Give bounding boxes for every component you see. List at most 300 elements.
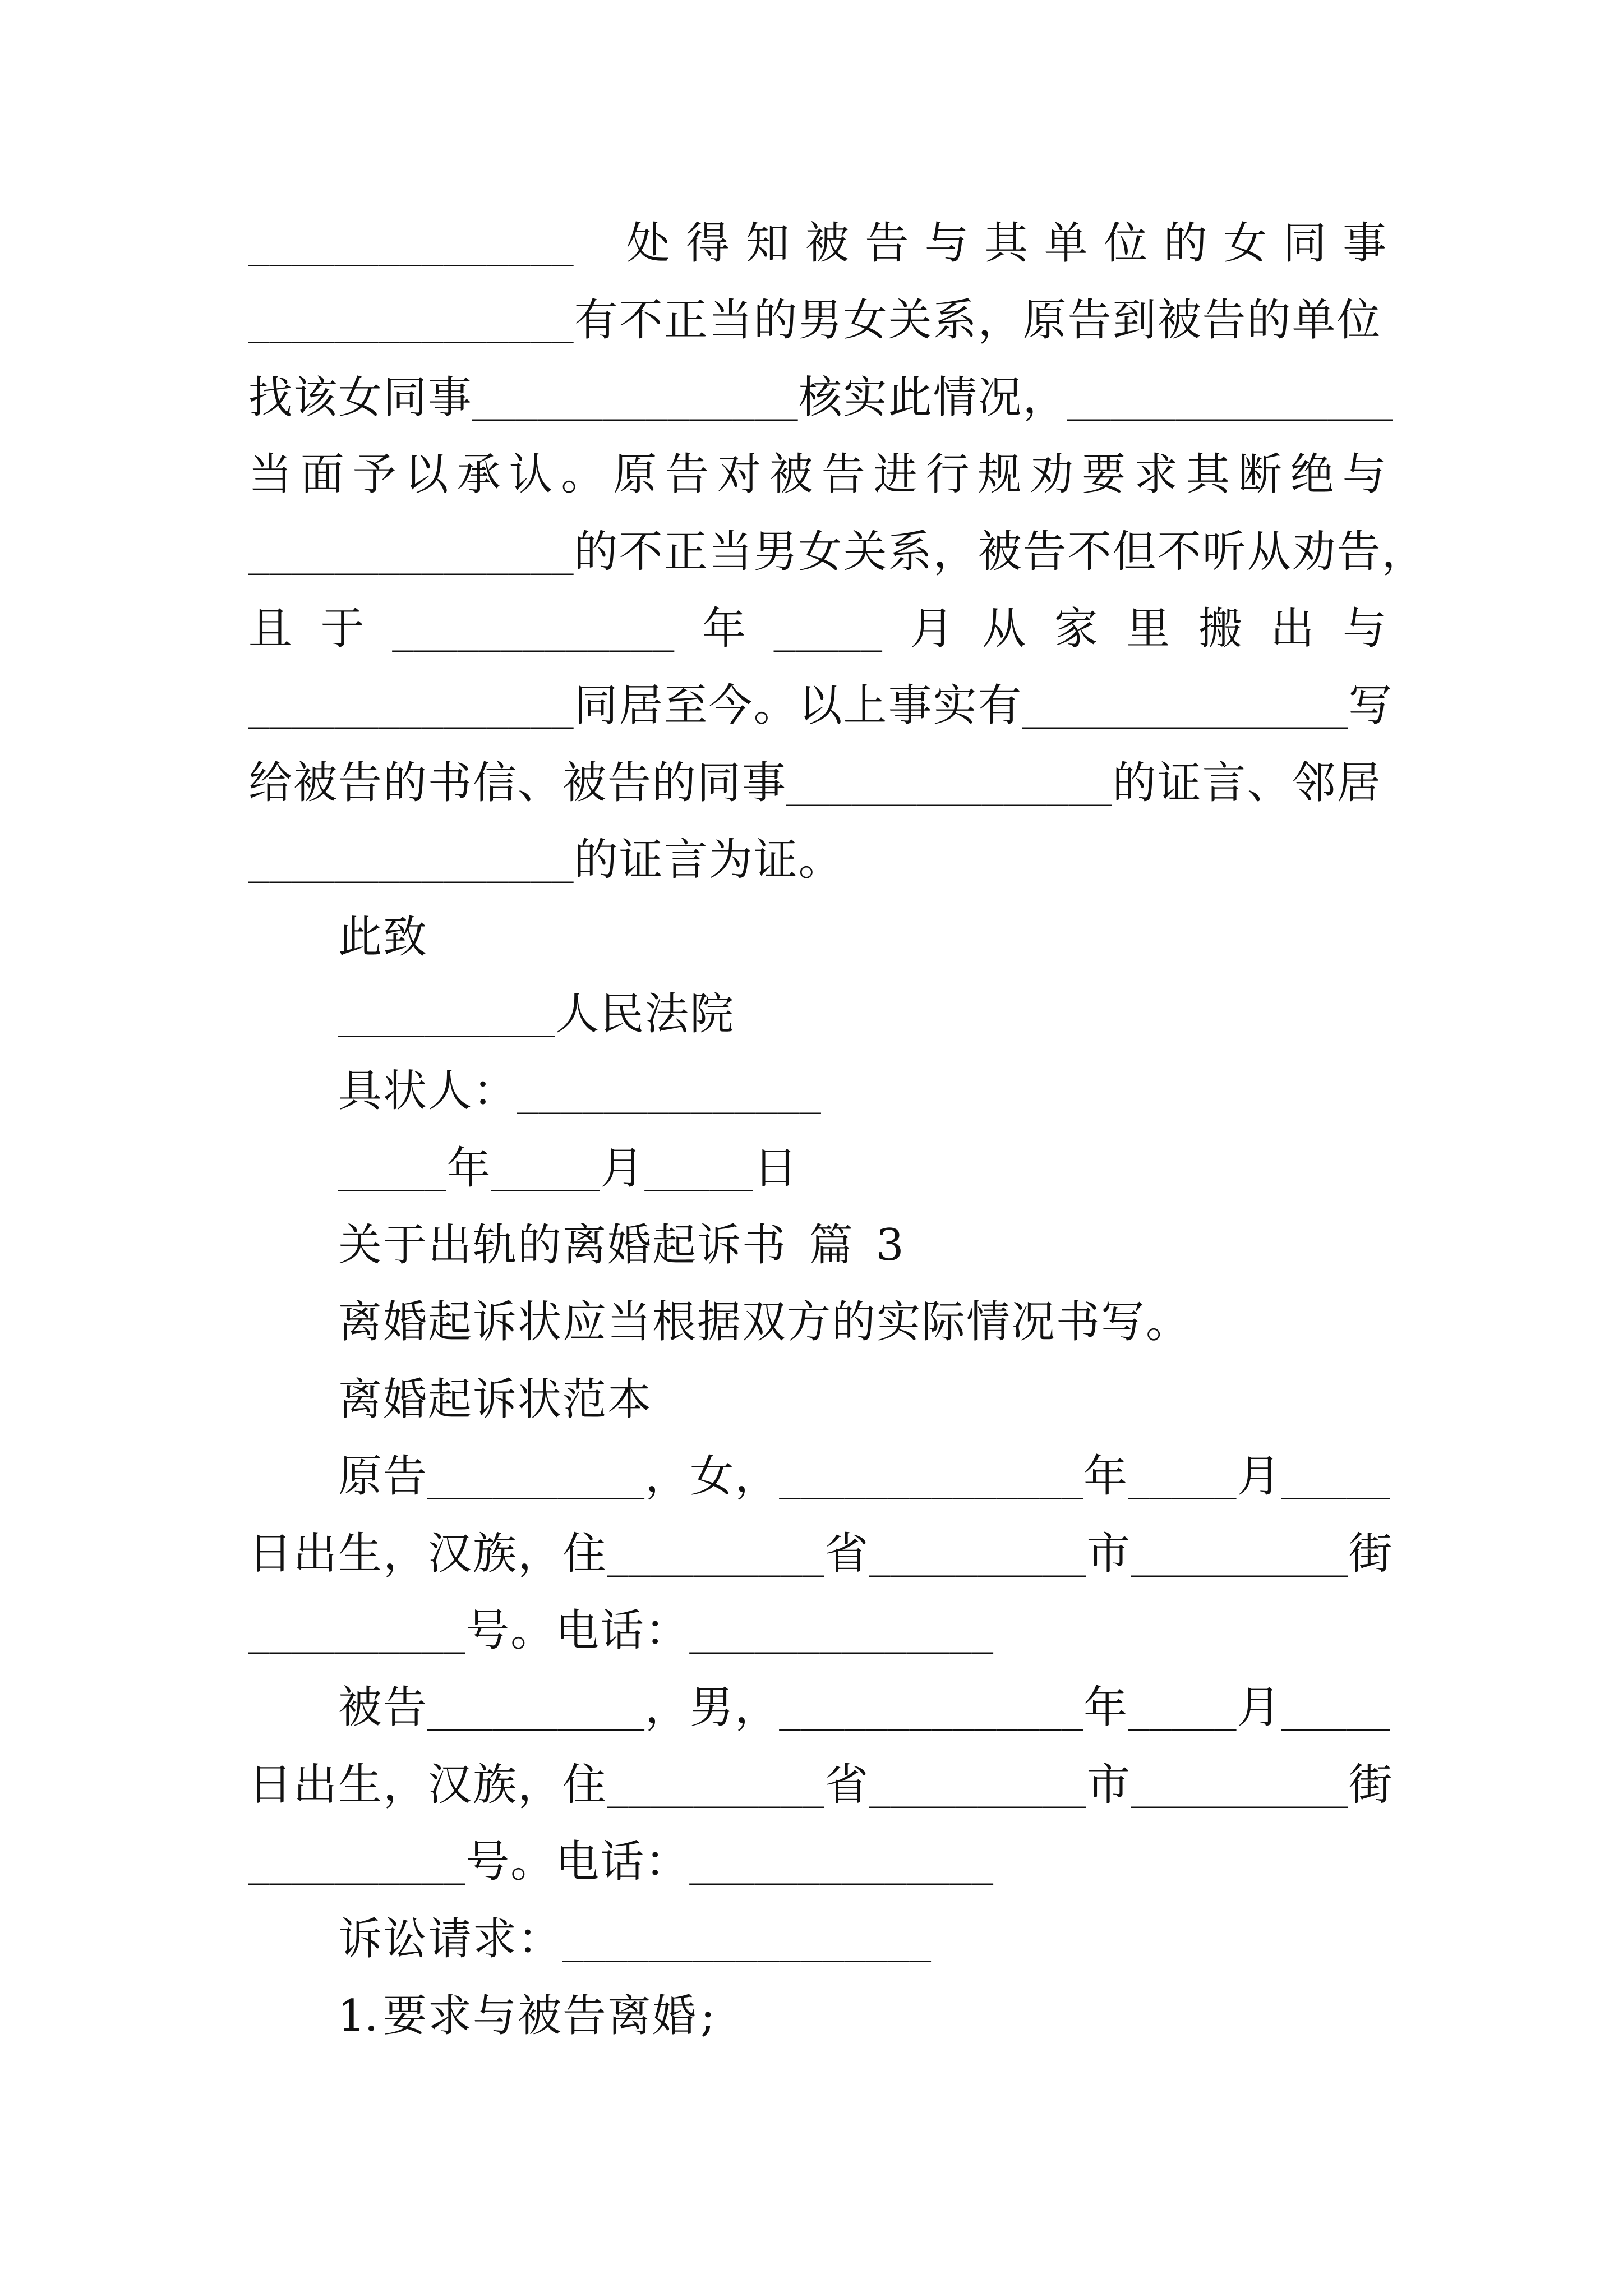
text-run <box>446 1143 491 1194</box>
text-run <box>1348 680 1393 731</box>
plaintiff-line <box>248 1438 1390 1515</box>
glyph: 省 <box>824 1759 869 1810</box>
glyph: 的 <box>574 835 618 886</box>
glyph: 本 <box>607 1374 651 1425</box>
glyph: 绝 <box>1290 449 1334 500</box>
court-line <box>248 976 1387 1053</box>
glyph: 方 <box>786 1297 831 1348</box>
glyph: 告 <box>821 449 865 500</box>
text-run <box>798 372 1067 423</box>
glyph: 从 <box>1247 526 1291 577</box>
glyph: 范 <box>562 1374 606 1425</box>
glyph: 。 <box>798 835 842 886</box>
glyph: 际 <box>921 1297 965 1348</box>
glyph: 不 <box>619 295 663 346</box>
glyph: 写 <box>1100 1297 1145 1348</box>
glyph: 于 <box>320 603 365 654</box>
blank-field: _______________ <box>786 764 1112 807</box>
glyph <box>588 205 611 282</box>
defendant-line <box>248 1669 1390 1746</box>
glyph: 当 <box>607 1297 651 1348</box>
blank-field: _____ <box>1281 1458 1390 1501</box>
glyph: 处 <box>626 218 670 269</box>
blank-field: __________ <box>248 1843 465 1886</box>
glyph: 求 <box>427 1990 472 2041</box>
glyph: 实 <box>876 1297 920 1348</box>
glyph: 日 <box>248 1528 292 1579</box>
glyph: 信 <box>472 757 517 808</box>
glyph: 根 <box>652 1297 696 1348</box>
document-line <box>248 282 1387 359</box>
document-line <box>248 822 1387 899</box>
glyph: 为 <box>708 835 753 886</box>
text-run <box>1086 1760 1131 1810</box>
text-run <box>753 1143 798 1194</box>
glyph: 况 <box>1011 1297 1055 1348</box>
glyph: 面 <box>300 449 344 500</box>
glyph: 劝 <box>1030 449 1074 500</box>
glyph: 。 <box>510 1605 555 1657</box>
glyph: 街 <box>1348 1528 1393 1579</box>
glyph: 请 <box>427 1913 472 1964</box>
blank-field: _____ <box>644 1149 753 1192</box>
glyph: 认 <box>509 449 553 500</box>
text-run <box>338 1914 562 1964</box>
glyph: 汉 <box>427 1528 472 1579</box>
glyph: 情 <box>966 1297 1010 1348</box>
glyph: 以 <box>404 449 449 500</box>
glyph: 日 <box>248 1759 292 1810</box>
blank-field: _____ <box>338 1149 446 1192</box>
glyph: 告 <box>338 757 382 808</box>
glyph: 被 <box>1157 295 1201 346</box>
glyph: ： <box>472 1066 517 1117</box>
glyph: ， <box>382 1528 427 1579</box>
glyph: 日 <box>753 1143 797 1194</box>
glyph: 民 <box>600 988 644 1039</box>
document-line <box>248 668 1393 744</box>
glyph: 女 <box>843 295 887 346</box>
glyph: 离 <box>607 1990 651 2041</box>
text-run <box>338 1991 719 2041</box>
glyph: 与 <box>924 218 969 269</box>
glyph: 单 <box>1292 295 1336 346</box>
glyph: 予 <box>352 449 396 500</box>
glyph: 至 <box>663 680 708 731</box>
glyph: 实 <box>933 680 977 731</box>
glyph: 告 <box>1067 295 1112 346</box>
blank-field: __________ <box>427 1689 645 1732</box>
glyph: 断 <box>1238 449 1282 500</box>
glyph: 同 <box>382 372 427 423</box>
glyph: ： <box>517 1913 561 1964</box>
glyph: 事 <box>427 372 472 423</box>
blank-field: ______________ <box>779 1458 1083 1501</box>
glyph: 女 <box>338 372 382 423</box>
glyph: 的 <box>382 757 427 808</box>
glyph: 的 <box>753 295 797 346</box>
glyph: 关 <box>338 1220 382 1271</box>
glyph: 原 <box>1022 295 1067 346</box>
glyph: 告 <box>1336 526 1381 577</box>
glyph: 月 <box>600 1143 644 1194</box>
glyph: 致 <box>382 912 427 963</box>
blank-field: _______________ <box>248 302 574 344</box>
glyph: 3 <box>876 1220 904 1271</box>
defendant-phone-line <box>248 1824 1387 1901</box>
glyph: 里 <box>1126 603 1170 654</box>
glyph: 家 <box>1054 603 1098 654</box>
glyph: 具 <box>338 1066 382 1117</box>
glyph: 人 <box>555 988 600 1039</box>
glyph: 搬 <box>1198 603 1242 654</box>
glyph: 的 <box>1163 218 1207 269</box>
glyph: 同 <box>1283 218 1327 269</box>
document-line <box>248 436 1387 513</box>
glyph: 言 <box>1202 757 1246 808</box>
glyph: 告 <box>382 1682 427 1733</box>
glyph: 据 <box>697 1297 741 1348</box>
text-run <box>1083 1451 1128 1502</box>
blank-field: _______________ <box>248 687 574 730</box>
glyph: 族 <box>472 1759 517 1810</box>
text-run <box>248 372 472 423</box>
glyph: 言 <box>663 835 708 886</box>
text-run <box>338 1066 517 1116</box>
blank-field: __________ <box>1131 1535 1348 1577</box>
glyph: 告 <box>865 218 909 269</box>
plaintiff-address-line <box>248 1516 1393 1593</box>
glyph: 同 <box>574 680 618 731</box>
blank-field: ______________ <box>517 1073 821 1115</box>
text-run <box>574 527 1426 577</box>
glyph: 关 <box>888 295 932 346</box>
defendant-address-line <box>248 1747 1393 1824</box>
glyph: ， <box>933 526 977 577</box>
glyph: 与 <box>472 1990 517 2041</box>
glyph: 到 <box>1112 295 1156 346</box>
blank-field: __________ <box>427 1458 645 1501</box>
document-body <box>248 205 1426 2055</box>
blank-field: _____ <box>1281 1689 1390 1732</box>
glyph: . <box>364 1990 379 2041</box>
glyph: 状 <box>382 1066 427 1117</box>
glyph: 上 <box>843 680 887 731</box>
glyph: 离 <box>338 1297 382 1348</box>
glyph: ： <box>645 1605 689 1657</box>
blank-field: __________ <box>248 1612 465 1655</box>
glyph: 轨 <box>472 1220 517 1271</box>
template-title <box>248 1361 1387 1438</box>
glyph: 不 <box>619 526 663 577</box>
blank-field: _____ <box>491 1149 600 1192</box>
glyph: 被 <box>293 757 337 808</box>
glyph: 被 <box>562 757 606 808</box>
glyph: ， <box>735 1682 779 1733</box>
text-run <box>338 912 427 963</box>
glyph: 进 <box>873 449 917 500</box>
glyph: 听 <box>1202 526 1246 577</box>
glyph: 电 <box>555 1837 600 1888</box>
glyph: 月 <box>1237 1682 1281 1733</box>
blank-field: ______________ <box>689 1612 994 1655</box>
glyph: 男 <box>690 1682 734 1733</box>
text-run <box>1348 1760 1393 1810</box>
glyph: 对 <box>717 449 762 500</box>
glyph: 出 <box>293 1528 337 1579</box>
glyph: 事 <box>741 757 786 808</box>
glyph: 诉 <box>472 1374 517 1425</box>
glyph: 男 <box>798 295 842 346</box>
glyph: ; <box>700 1990 716 2041</box>
glyph: 单 <box>1044 218 1088 269</box>
glyph: 离 <box>338 1374 382 1425</box>
glyph: 居 <box>1336 757 1381 808</box>
glyph: 规 <box>978 449 1022 500</box>
glyph: 有 <box>978 680 1022 731</box>
glyph: 原 <box>613 449 657 500</box>
document-line <box>248 591 1387 668</box>
glyph: 其 <box>984 218 1029 269</box>
plaintiff-phone-line <box>248 1593 1387 1669</box>
glyph: ： <box>645 1837 689 1888</box>
glyph: 话 <box>600 1605 644 1657</box>
glyph: ， <box>645 1682 689 1733</box>
text-run <box>1112 758 1381 808</box>
glyph: 号 <box>465 1605 510 1657</box>
glyph: 汉 <box>427 1759 472 1810</box>
glyph: 被 <box>517 1990 561 2041</box>
document-line <box>248 1284 1387 1361</box>
glyph: 的 <box>574 526 618 577</box>
glyph: 劝 <box>1292 526 1336 577</box>
text-run <box>1083 1682 1128 1733</box>
glyph: 当 <box>248 449 292 500</box>
glyph: ， <box>517 1759 561 1810</box>
glyph: 书 <box>1055 1297 1100 1348</box>
glyph: 的 <box>1247 295 1291 346</box>
glyph: 。 <box>510 1837 555 1888</box>
glyph: 该 <box>293 372 337 423</box>
glyph <box>854 1207 876 1284</box>
glyph: 婚 <box>652 1990 696 2041</box>
blank-field: ______________ <box>779 1689 1083 1732</box>
text-run <box>1237 1451 1281 1502</box>
text-run <box>574 680 1022 731</box>
glyph: 证 <box>1157 757 1201 808</box>
glyph: 且 <box>248 603 292 654</box>
glyph: 求 <box>1134 449 1178 500</box>
glyph: 、 <box>1247 757 1291 808</box>
glyph: 女 <box>798 526 842 577</box>
text-run <box>248 1760 607 1810</box>
glyph: 事 <box>1342 218 1386 269</box>
blank-field: __________ <box>607 1766 824 1809</box>
glyph: 证 <box>619 835 663 886</box>
glyph: 从 <box>982 603 1026 654</box>
glyph: 当 <box>708 295 753 346</box>
glyph: 要 <box>1082 449 1126 500</box>
glyph: 、 <box>517 757 561 808</box>
text-run <box>600 1143 644 1194</box>
glyph: 市 <box>1086 1528 1131 1579</box>
glyph: 其 <box>1186 449 1230 500</box>
glyph: 位 <box>1104 218 1148 269</box>
glyph: 正 <box>663 526 708 577</box>
glyph: 月 <box>910 603 954 654</box>
blank-field: __________ <box>607 1535 824 1577</box>
glyph: 告 <box>607 757 651 808</box>
text-run <box>338 1374 652 1425</box>
glyph: 事 <box>888 680 932 731</box>
blank-field: _______________ <box>1067 379 1393 421</box>
glyph: 告 <box>1202 295 1246 346</box>
glyph <box>786 1207 809 1284</box>
glyph: 告 <box>562 1990 606 2041</box>
text-run <box>338 1682 427 1733</box>
glyph: 人 <box>427 1066 472 1117</box>
glyph: 被 <box>769 449 813 500</box>
glyph: 原 <box>338 1451 382 1502</box>
glyph: ， <box>382 1759 427 1810</box>
glyph: 不 <box>1157 526 1201 577</box>
glyph: 要 <box>382 1990 427 2041</box>
glyph: 给 <box>248 757 292 808</box>
text-run <box>644 1682 779 1733</box>
glyph: 女 <box>690 1451 734 1502</box>
blank-field: __________ <box>1131 1766 1348 1809</box>
glyph: 离 <box>562 1220 606 1271</box>
glyph: 年 <box>1083 1682 1128 1733</box>
document-line <box>248 514 1426 591</box>
glyph: 以 <box>798 680 842 731</box>
glyph: 电 <box>555 1605 600 1657</box>
glyph: 住 <box>562 1759 606 1810</box>
glyph: 出 <box>293 1759 337 1810</box>
glyph: 但 <box>1112 526 1156 577</box>
glyph: 应 <box>562 1297 606 1348</box>
blank-field: _______________ <box>1022 687 1348 730</box>
glyph: 关 <box>843 526 887 577</box>
section-heading <box>248 1207 1387 1284</box>
glyph: 街 <box>1348 1759 1393 1810</box>
glyph: 族 <box>472 1528 517 1579</box>
blank-field: ______________ <box>689 1843 994 1886</box>
glyph: 系 <box>888 526 932 577</box>
blank-field: _______________ <box>248 841 574 884</box>
glyph: 话 <box>600 1837 644 1888</box>
glyph: 诉 <box>338 1913 382 1964</box>
glyph: 女 <box>1223 218 1267 269</box>
glyph: 年 <box>446 1143 491 1194</box>
glyph: 写 <box>1348 680 1393 731</box>
glyph: 找 <box>248 372 292 423</box>
text-run <box>248 1529 607 1579</box>
glyph: 起 <box>427 1297 472 1348</box>
glyph: 有 <box>574 295 618 346</box>
text-run <box>1348 1529 1393 1579</box>
glyph: 系 <box>933 295 977 346</box>
glyph: 此 <box>888 372 932 423</box>
glyph: 情 <box>933 372 977 423</box>
glyph: 篇 <box>809 1220 853 1271</box>
blank-field: __________ <box>338 995 555 1038</box>
glyph: 知 <box>745 218 790 269</box>
blank-field: _____________ <box>392 610 675 652</box>
glyph: 婚 <box>607 1220 651 1271</box>
text-run <box>824 1760 869 1810</box>
glyph: 居 <box>619 680 663 731</box>
glyph: 被 <box>805 218 849 269</box>
glyph: 与 <box>1342 603 1386 654</box>
glyph: 于 <box>382 1220 427 1271</box>
glyph: 书 <box>427 757 472 808</box>
glyph: 行 <box>925 449 970 500</box>
glyph: 起 <box>427 1374 472 1425</box>
glyph: 核 <box>798 372 842 423</box>
glyph: 院 <box>690 988 734 1039</box>
document-line <box>248 745 1387 822</box>
blank-field: _____ <box>1128 1458 1237 1501</box>
glyph: 省 <box>824 1528 869 1579</box>
text-run <box>824 1529 869 1579</box>
glyph: 双 <box>741 1297 786 1348</box>
glyph: 同 <box>697 757 741 808</box>
glyph: 诉 <box>697 1220 741 1271</box>
glyph: 书 <box>741 1220 786 1271</box>
date-line <box>248 1130 1387 1207</box>
glyph: 住 <box>562 1528 606 1579</box>
glyph: 告 <box>382 1451 427 1502</box>
glyph: ， <box>1022 372 1067 423</box>
text-run <box>644 1451 779 1502</box>
glyph: 被 <box>338 1682 382 1733</box>
text-run <box>338 1297 1190 1347</box>
text-run <box>574 295 1381 346</box>
glyph: 年 <box>1083 1451 1128 1502</box>
glyph: 月 <box>1237 1451 1281 1502</box>
glyph: 1 <box>338 1990 366 2041</box>
glyph: 告 <box>1022 526 1067 577</box>
blank-field: _______________ <box>248 533 574 576</box>
glyph: 。 <box>561 449 605 500</box>
blank-field: _________________ <box>562 1920 932 1963</box>
glyph: 与 <box>1342 449 1386 500</box>
glyph: 。 <box>1145 1297 1189 1348</box>
glyph: 当 <box>708 526 753 577</box>
glyph: 出 <box>427 1220 472 1271</box>
text-run <box>574 835 843 885</box>
glyph: 市 <box>1086 1759 1131 1810</box>
glyph: 正 <box>663 295 708 346</box>
glyph: 出 <box>1270 603 1315 654</box>
glyph: 。 <box>753 680 797 731</box>
text-run <box>1237 1682 1281 1733</box>
claim-item <box>248 1978 1387 2055</box>
glyph: 生 <box>338 1528 382 1579</box>
glyph: 被 <box>978 526 1022 577</box>
glyph: 诉 <box>472 1297 517 1348</box>
glyph: 生 <box>338 1759 382 1810</box>
glyph: 状 <box>517 1297 561 1348</box>
text-run <box>338 1451 427 1502</box>
document-line <box>248 360 1393 436</box>
glyph: 证 <box>753 835 797 886</box>
glyph: ， <box>978 295 1022 346</box>
document-line <box>248 205 1387 282</box>
glyph: 此 <box>338 912 382 963</box>
text-run <box>248 758 786 808</box>
